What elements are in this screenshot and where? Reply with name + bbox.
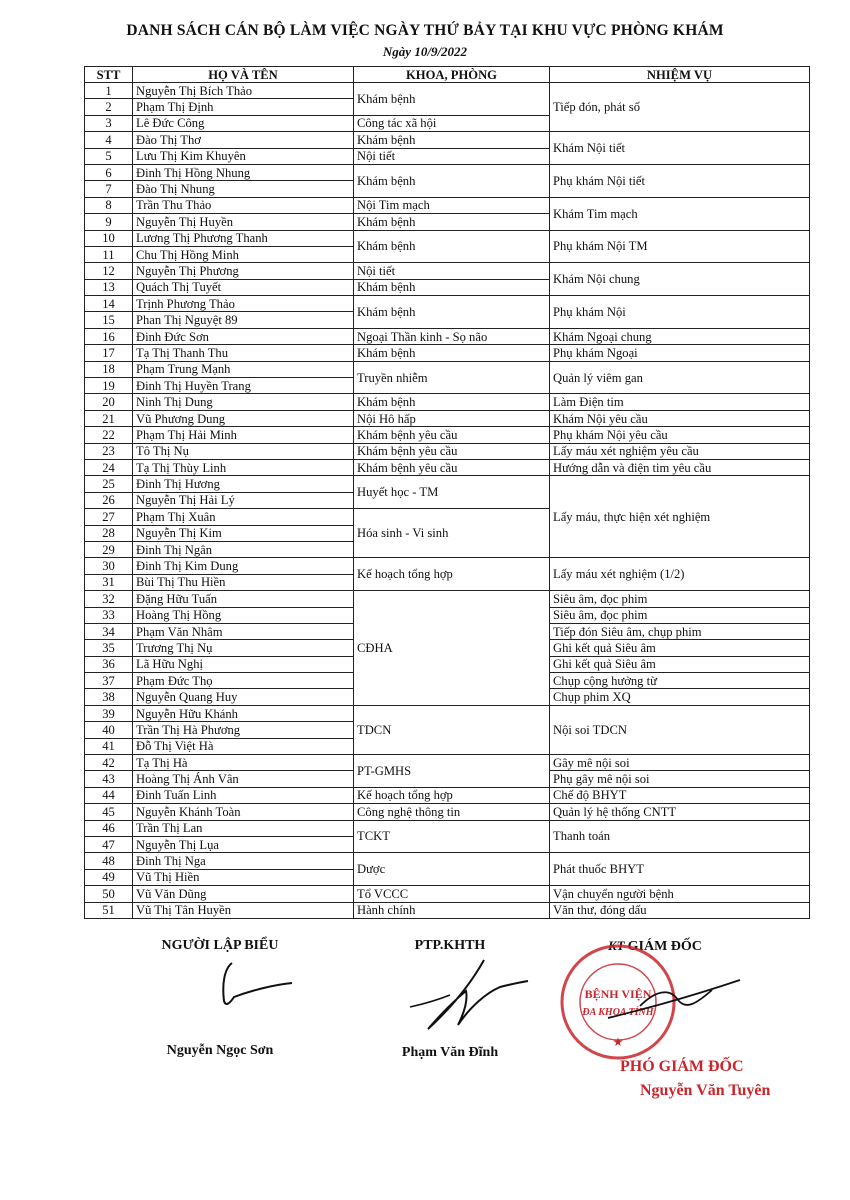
row-stt: 16 — [85, 328, 133, 344]
row-duty: Vận chuyển người bệnh — [550, 886, 810, 902]
row-duty: Khám Nội chung — [550, 263, 810, 296]
row-stt: 20 — [85, 394, 133, 410]
row-name: Lã Hữu Nghị — [133, 656, 354, 672]
row-duty: Ghi kết quả Siêu âm — [550, 640, 810, 656]
table-row — [85, 345, 810, 361]
row-department: TCKT — [354, 820, 550, 853]
row-stt: 33 — [85, 607, 133, 623]
table-row — [85, 427, 810, 443]
row-duty: Gây mê nội soi — [550, 755, 810, 771]
row-stt: 9 — [85, 214, 133, 230]
row-stt: 35 — [85, 640, 133, 656]
row-department: Nội tiết — [354, 148, 550, 164]
row-duty: Tiếp đón, phát số — [550, 83, 810, 132]
table-row — [85, 853, 810, 869]
row-duty: Hướng dẫn và điện tim yêu cầu — [550, 459, 810, 475]
preparer-signature — [210, 955, 310, 1015]
preparer-name: Nguyễn Ngọc Sơn — [166, 1043, 274, 1058]
row-name: Nguyễn Thị Phương — [133, 263, 354, 279]
row-name: Đinh Thị Nga — [133, 853, 354, 869]
row-stt: 36 — [85, 656, 133, 672]
row-name: Phạm Trung Mạnh — [133, 361, 354, 377]
row-name: Lương Thị Phương Thanh — [133, 230, 354, 246]
row-department: Khám bệnh yêu cầu — [354, 443, 550, 459]
row-name: Nguyễn Thị Lụa — [133, 836, 354, 852]
row-duty: Quản lý hệ thống CNTT — [550, 804, 810, 820]
row-stt: 8 — [85, 197, 133, 213]
table-row — [85, 558, 810, 574]
row-name: Ninh Thị Dung — [133, 394, 354, 410]
row-duty: Lấy máu xét nghiệm yêu cầu — [550, 443, 810, 459]
row-stt: 38 — [85, 689, 133, 705]
row-name: Trần Thu Thảo — [133, 197, 354, 213]
row-department: Khám bệnh — [354, 83, 550, 116]
row-name: Lê Đức Công — [133, 115, 354, 131]
table-row — [85, 296, 810, 312]
row-department: CĐHA — [354, 591, 550, 706]
row-name: Lưu Thị Kim Khuyên — [133, 148, 354, 164]
table-body — [85, 83, 810, 919]
row-name: Đinh Đức Sơn — [133, 328, 354, 344]
row-department: Khám bệnh — [354, 279, 550, 295]
row-name: Đinh Thị Ngân — [133, 541, 354, 557]
table-row — [85, 361, 810, 377]
row-name: Vũ Thị Tân Huyền — [133, 902, 354, 918]
row-stt: 49 — [85, 869, 133, 885]
row-name: Nguyễn Thị Kim — [133, 525, 354, 541]
header-name: HỌ VÀ TÊN — [133, 67, 354, 83]
deputy-head-role: PTP.KHTH — [414, 938, 486, 953]
row-department: Dược — [354, 853, 550, 886]
row-duty: Phụ khám Nội TM — [550, 230, 810, 263]
row-duty: Ghi kết quả Siêu âm — [550, 656, 810, 672]
row-stt: 42 — [85, 755, 133, 771]
row-stt: 21 — [85, 410, 133, 426]
table-row — [85, 164, 810, 180]
row-duty: Phụ khám Nội yêu cầu — [550, 427, 810, 443]
row-stt: 13 — [85, 279, 133, 295]
row-stt: 39 — [85, 705, 133, 721]
row-department: Huyết học - TM — [354, 476, 550, 509]
row-name: Hoàng Thị Ánh Vân — [133, 771, 354, 787]
row-department: Ngoại Thần kinh - Sọ não — [354, 328, 550, 344]
row-duty: Lấy máu xét nghiệm (1/2) — [550, 558, 810, 591]
stamp-line-1: BỆNH VIỆN — [584, 987, 652, 1001]
row-department: Khám bệnh — [354, 132, 550, 148]
row-stt: 10 — [85, 230, 133, 246]
row-name: Nguyễn Khánh Toàn — [133, 804, 354, 820]
row-name: Phạm Văn Nhâm — [133, 623, 354, 639]
row-duty: Lấy máu, thực hiện xét nghiệm — [550, 476, 810, 558]
row-stt: 6 — [85, 164, 133, 180]
row-stt: 28 — [85, 525, 133, 541]
row-name: Quách Thị Tuyết — [133, 279, 354, 295]
row-stt: 46 — [85, 820, 133, 836]
row-name: Nguyễn Quang Huy — [133, 689, 354, 705]
director-name: Nguyễn Văn Tuyên — [640, 1082, 771, 1099]
preparer-block — [120, 938, 320, 954]
table-row — [85, 820, 810, 836]
row-stt: 45 — [85, 804, 133, 820]
row-duty: Phụ khám Nội tiết — [550, 164, 810, 197]
table-row — [85, 410, 810, 426]
row-department: Nội tiết — [354, 263, 550, 279]
row-duty: Khám Nội tiết — [550, 132, 810, 165]
row-department: Khám bệnh — [354, 230, 550, 263]
row-stt: 25 — [85, 476, 133, 492]
row-stt: 47 — [85, 836, 133, 852]
director-role: GIÁM ĐỐC — [627, 939, 702, 954]
row-department: Tổ VCCC — [354, 886, 550, 902]
row-stt: 17 — [85, 345, 133, 361]
row-duty: Văn thư, đóng dấu — [550, 902, 810, 918]
row-name: Phạm Thị Hải Minh — [133, 427, 354, 443]
table-row — [85, 804, 810, 820]
row-stt: 44 — [85, 787, 133, 803]
row-department: Khám bệnh — [354, 296, 550, 329]
row-stt: 14 — [85, 296, 133, 312]
row-stt: 31 — [85, 574, 133, 590]
row-stt: 19 — [85, 378, 133, 394]
table-row — [85, 459, 810, 475]
table-row — [85, 902, 810, 918]
row-department: Khám bệnh yêu cầu — [354, 459, 550, 475]
row-name: Vũ Văn Dũng — [133, 886, 354, 902]
row-department: Công tác xã hội — [354, 115, 550, 131]
table-row — [85, 705, 810, 721]
row-stt: 3 — [85, 115, 133, 131]
table-row — [85, 787, 810, 803]
row-name: Phạm Thị Định — [133, 99, 354, 115]
row-stt: 7 — [85, 181, 133, 197]
row-stt: 23 — [85, 443, 133, 459]
row-stt: 51 — [85, 902, 133, 918]
director-title: PHÓ GIÁM ĐỐC — [620, 1058, 744, 1075]
table-row — [85, 263, 810, 279]
row-name: Phạm Đức Thọ — [133, 673, 354, 689]
row-stt: 43 — [85, 771, 133, 787]
row-department: Khám bệnh — [354, 214, 550, 230]
row-stt: 29 — [85, 541, 133, 557]
table-row — [85, 83, 810, 99]
row-department: Kế hoạch tổng hợp — [354, 787, 550, 803]
row-stt: 1 — [85, 83, 133, 99]
row-duty: Chụp cộng hưởng từ — [550, 673, 810, 689]
row-duty: Khám Nội yêu cầu — [550, 410, 810, 426]
director-signature — [600, 960, 760, 1035]
table-row — [85, 394, 810, 410]
deputy-head-signature — [400, 955, 540, 1040]
row-department: TDCN — [354, 705, 550, 754]
row-duty: Phụ gây mê nội soi — [550, 771, 810, 787]
row-name: Đinh Thị Kim Dung — [133, 558, 354, 574]
row-name: Tạ Thị Thanh Thu — [133, 345, 354, 361]
staff-table — [84, 66, 810, 919]
table-row — [85, 197, 810, 213]
row-duty: Quản lý viêm gan — [550, 361, 810, 394]
row-name: Nguyễn Hữu Khánh — [133, 705, 354, 721]
row-duty: Khám Tim mạch — [550, 197, 810, 230]
row-name: Phan Thị Nguyệt 89 — [133, 312, 354, 328]
row-name: Trần Thị Hà Phương — [133, 722, 354, 738]
row-name: Vũ Phương Dung — [133, 410, 354, 426]
header-stt: STT — [85, 67, 133, 83]
row-name: Chu Thị Hồng Minh — [133, 246, 354, 262]
row-stt: 24 — [85, 459, 133, 475]
row-department: Khám bệnh — [354, 394, 550, 410]
row-stt: 2 — [85, 99, 133, 115]
row-stt: 26 — [85, 492, 133, 508]
row-name: Đào Thị Nhung — [133, 181, 354, 197]
row-name: Tạ Thị Thùy Linh — [133, 459, 354, 475]
row-name: Trương Thị Nụ — [133, 640, 354, 656]
row-name: Trịnh Phương Thảo — [133, 296, 354, 312]
row-duty: Thanh toán — [550, 820, 810, 853]
row-duty: Phụ khám Nội — [550, 296, 810, 329]
row-name: Đinh Thị Huyền Trang — [133, 378, 354, 394]
row-stt: 41 — [85, 738, 133, 754]
table-row — [85, 328, 810, 344]
row-name: Vũ Thị Hiền — [133, 869, 354, 885]
deputy-head-block — [360, 938, 540, 954]
document-title: DANH SÁCH CÁN BỘ LÀM VIỆC NGÀY THỨ BẢY TẠI KHU VỰC PHÒNG KHÁM — [126, 22, 724, 39]
row-department: Hành chính — [354, 902, 550, 918]
row-department: Nội Tim mạch — [354, 197, 550, 213]
document-date: Ngày 10/9/2022 — [382, 44, 468, 59]
row-name: Hoàng Thị Hồng — [133, 607, 354, 623]
row-department: Kế hoạch tổng hợp — [354, 558, 550, 591]
row-stt: 34 — [85, 623, 133, 639]
table-row — [85, 443, 810, 459]
row-name: Trần Thị Lan — [133, 820, 354, 836]
row-name: Nguyễn Thị Huyền — [133, 214, 354, 230]
svg-text:★: ★ — [612, 1035, 624, 1049]
row-duty: Nội soi TDCN — [550, 705, 810, 754]
row-name: Đinh Tuấn Linh — [133, 787, 354, 803]
row-duty: Khám Ngoại chung — [550, 328, 810, 344]
row-department: Khám bệnh — [354, 345, 550, 361]
row-stt: 15 — [85, 312, 133, 328]
table-row — [85, 132, 810, 148]
row-stt: 12 — [85, 263, 133, 279]
row-department: Công nghệ thông tin — [354, 804, 550, 820]
row-name: Nguyễn Thị Hải Lý — [133, 492, 354, 508]
row-stt: 27 — [85, 509, 133, 525]
row-duty: Phụ khám Ngoại — [550, 345, 810, 361]
row-department: Truyền nhiễm — [354, 361, 550, 394]
row-stt: 30 — [85, 558, 133, 574]
row-department: Hóa sinh - Vi sinh — [354, 509, 550, 558]
row-name: Đỗ Thị Việt Hà — [133, 738, 354, 754]
row-stt: 48 — [85, 853, 133, 869]
row-name: Nguyễn Thị Bích Thảo — [133, 83, 354, 99]
row-stt: 5 — [85, 148, 133, 164]
row-name: Tạ Thị Hà — [133, 755, 354, 771]
table-row — [85, 476, 810, 492]
row-stt: 22 — [85, 427, 133, 443]
row-department: Khám bệnh — [354, 164, 550, 197]
row-stt: 18 — [85, 361, 133, 377]
row-department: PT-GMHS — [354, 755, 550, 788]
row-name: Đào Thị Thơ — [133, 132, 354, 148]
row-stt: 50 — [85, 886, 133, 902]
row-stt: 32 — [85, 591, 133, 607]
row-department: Khám bệnh yêu cầu — [354, 427, 550, 443]
row-name: Bùi Thị Thu Hiền — [133, 574, 354, 590]
deputy-head-name: Phạm Văn Đĩnh — [401, 1045, 499, 1060]
row-stt: 40 — [85, 722, 133, 738]
preparer-role: NGƯỜI LẬP BIỂU — [161, 938, 279, 953]
row-name: Đinh Thị Hương — [133, 476, 354, 492]
row-stt: 4 — [85, 132, 133, 148]
row-stt: 37 — [85, 673, 133, 689]
row-duty: Chụp phim XQ — [550, 689, 810, 705]
header-duty: NHIỆM VỤ — [550, 67, 810, 83]
table-row — [85, 230, 810, 246]
row-duty: Tiếp đón Siêu âm, chụp phim — [550, 623, 810, 639]
row-name: Đặng Hữu Tuấn — [133, 591, 354, 607]
table-row — [85, 886, 810, 902]
table-header-row — [85, 67, 810, 83]
director-prefix: KT — [608, 938, 625, 953]
row-name: Tô Thị Nụ — [133, 443, 354, 459]
table-row — [85, 755, 810, 771]
row-department: Nội Hô hấp — [354, 410, 550, 426]
header-department: KHOA, PHÒNG — [354, 67, 550, 83]
row-name: Phạm Thị Xuân — [133, 509, 354, 525]
stamp-line-2: ĐA KHOA TỈNH — [582, 1007, 654, 1018]
row-duty: Siêu âm, đọc phim — [550, 591, 810, 607]
row-duty: Làm Điện tim — [550, 394, 810, 410]
row-name: Đinh Thị Hồng Nhung — [133, 164, 354, 180]
row-duty: Chế độ BHYT — [550, 787, 810, 803]
row-duty: Phát thuốc BHYT — [550, 853, 810, 886]
table-row — [85, 591, 810, 607]
row-stt: 11 — [85, 246, 133, 262]
row-duty: Siêu âm, đọc phim — [550, 607, 810, 623]
